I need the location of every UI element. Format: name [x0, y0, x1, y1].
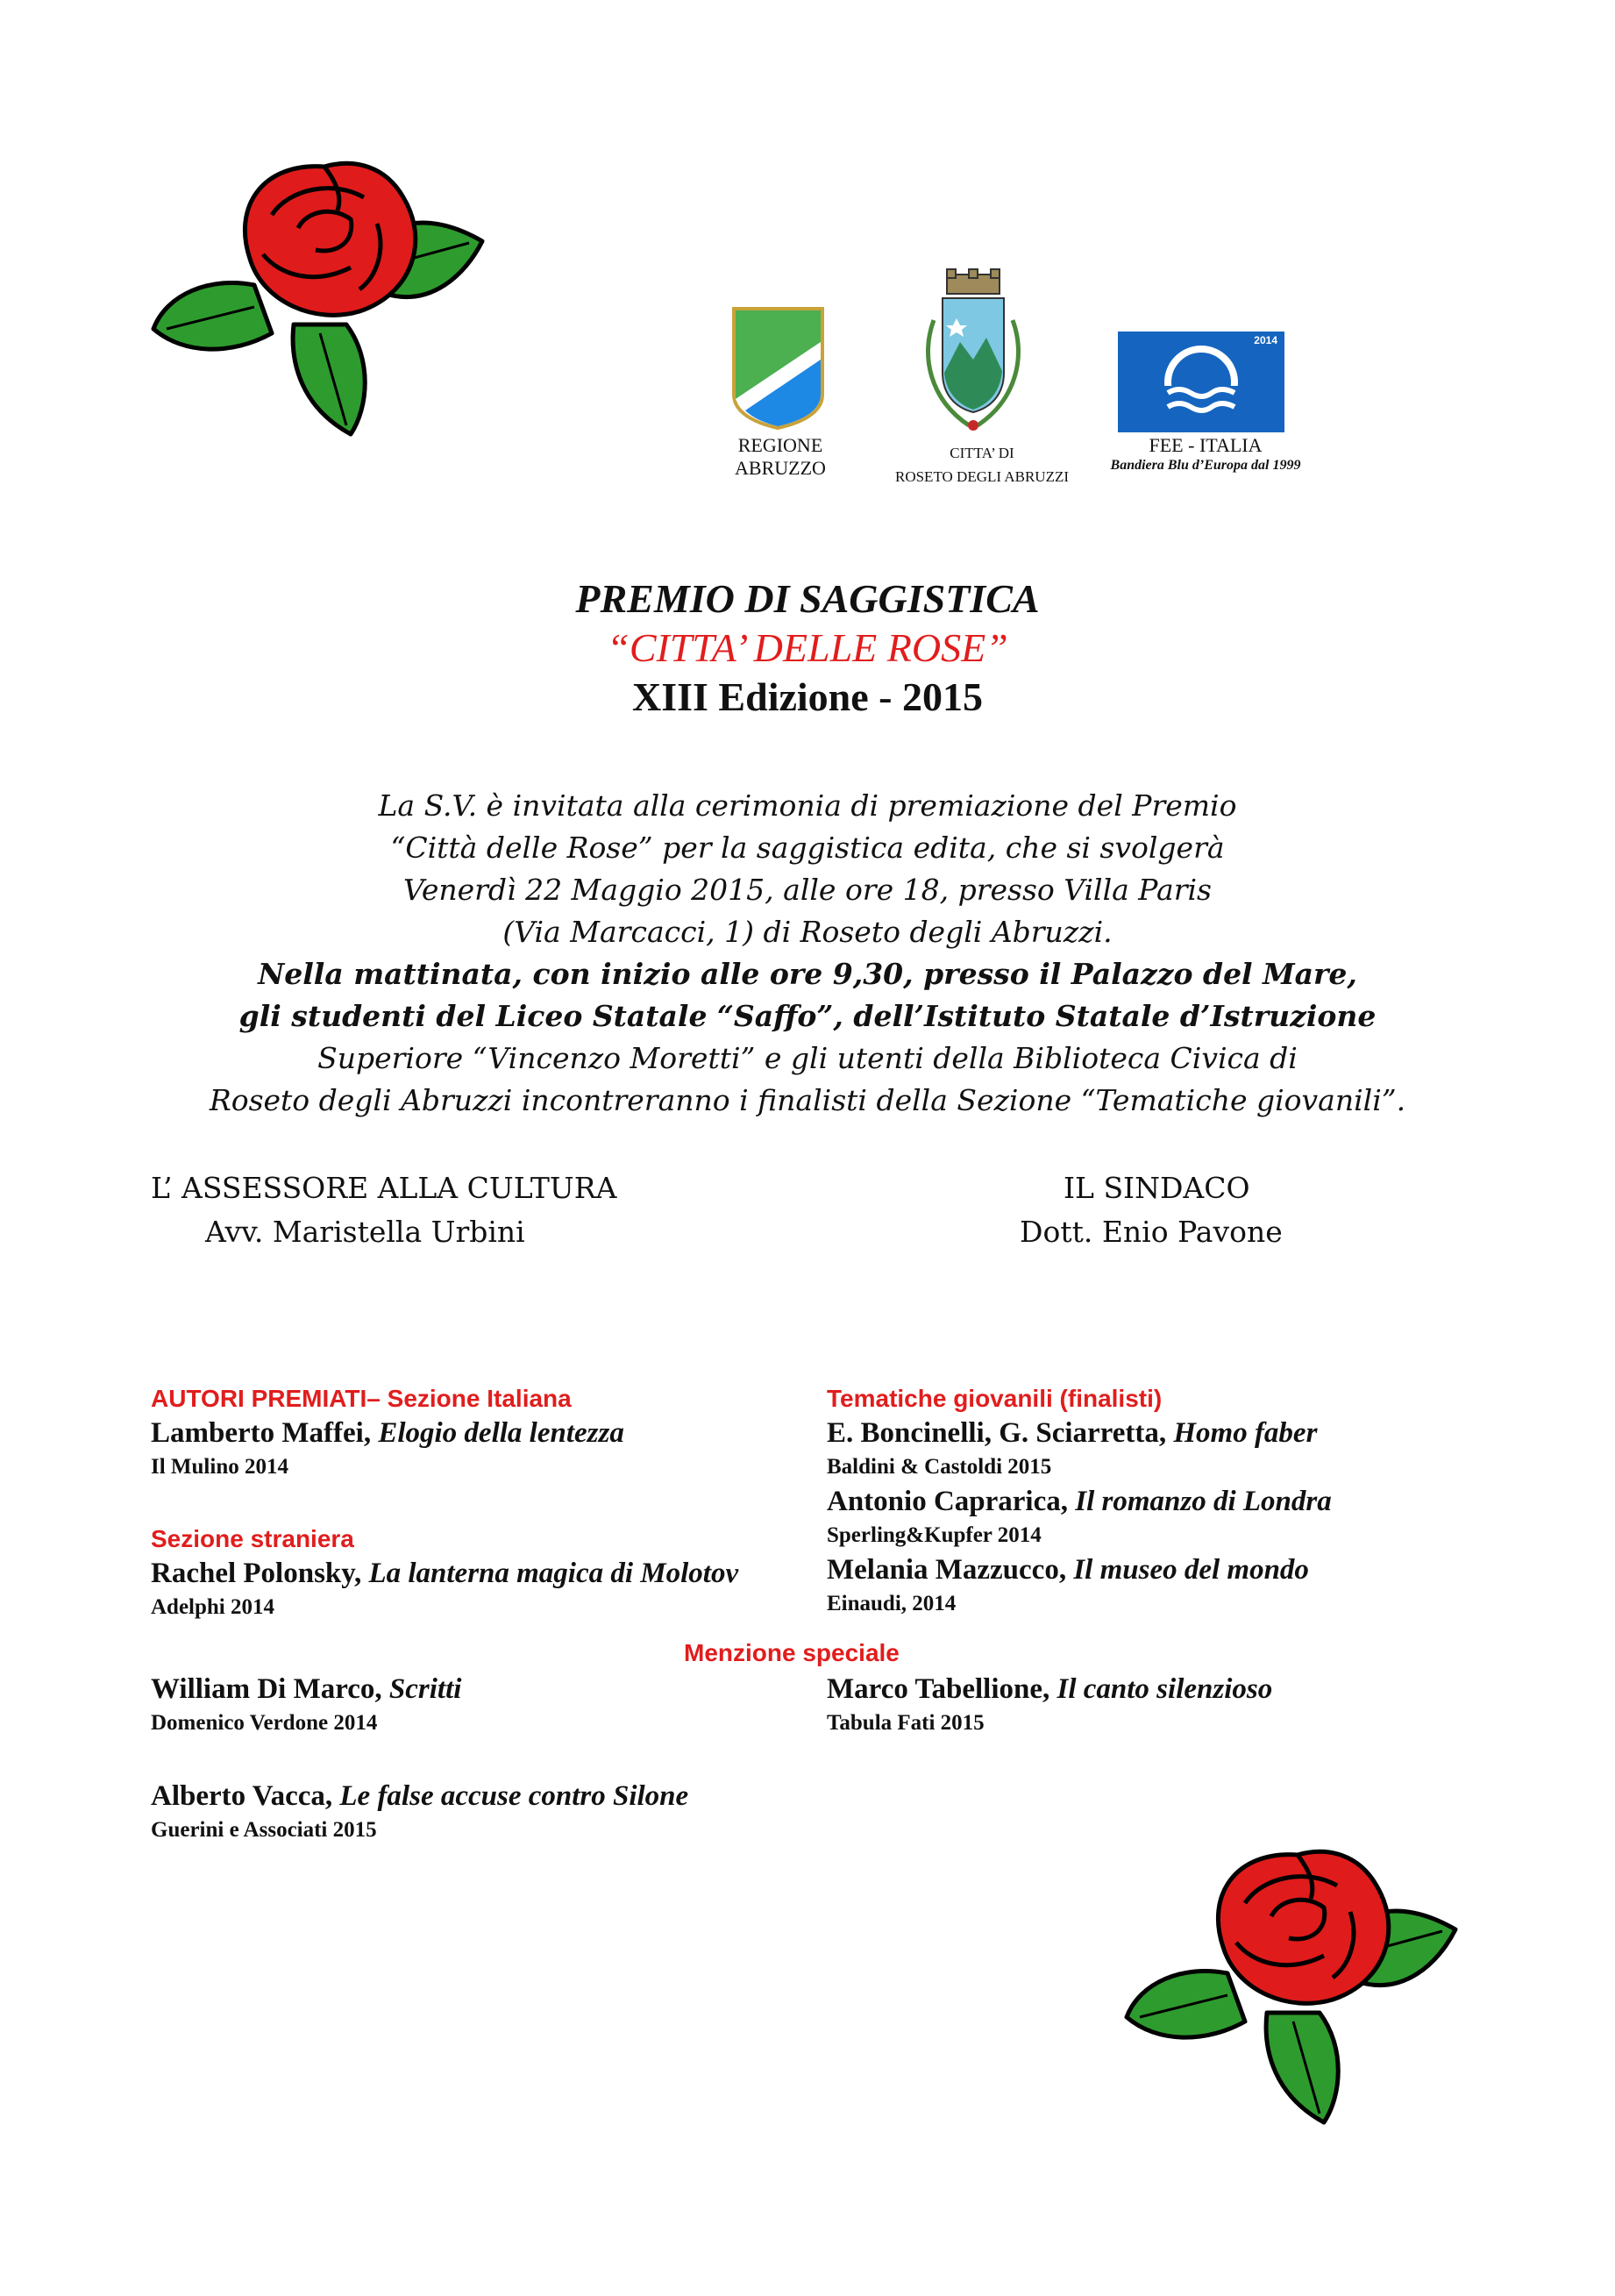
- awards-right-column: [827, 1383, 1528, 1620]
- section-heading-straniera: Sezione straniera: [151, 1525, 354, 1552]
- award-publisher: Sperling&Kupfer 2014: [827, 1523, 1042, 1547]
- section-heading-italiana: AUTORI PREMIATI– Sezione Italiana: [151, 1385, 572, 1412]
- award-entry: [151, 1778, 835, 1846]
- section-heading-menzione: Menzione speciale: [684, 1639, 900, 1666]
- sindaco-role: IL SINDACO: [1064, 1171, 1250, 1205]
- award-author: Antonio Caprarica,: [827, 1486, 1076, 1517]
- award-title: Il museo del mondo: [1073, 1554, 1309, 1586]
- award-publisher: Adelphi 2014: [151, 1595, 275, 1619]
- rose-illustration-top: [149, 145, 500, 443]
- award-entry: [827, 1551, 1528, 1620]
- award-author: Lamberto Maffei,: [151, 1417, 379, 1449]
- award-title: Homo faber: [1173, 1417, 1318, 1449]
- award-author: Melania Mazzucco,: [827, 1554, 1074, 1586]
- invitation-line: Roseto degli Abruzzi incontreranno i finalisti della Sezione “Tematiche giovanili”.: [209, 1083, 1406, 1117]
- menzione-right-column: [827, 1671, 1528, 1739]
- award-publisher: Einaudi, 2014: [827, 1592, 957, 1615]
- blue-flag-emblem-icon: [1157, 340, 1245, 428]
- regione-logo-caption: [701, 434, 859, 481]
- invitation-line: Venerdì 22 Maggio 2015, alle ore 18, presso Villa Paris: [403, 873, 1212, 907]
- award-author: Marco Tabellione,: [827, 1673, 1057, 1705]
- regione-caption-line2: ABRUZZO: [735, 457, 826, 480]
- fee-caption-line2: Bandiera Blu d’Europa dal 1999: [1110, 458, 1301, 474]
- award-entry: [151, 1555, 835, 1623]
- title-line-2: “CITTA’ DELLE ROSE”: [607, 625, 1008, 670]
- award-title: Il romanzo di Londra: [1075, 1486, 1332, 1517]
- invitation-line: gli studenti del Liceo Statale “Saffo”, dell’Istituto Statale d’Istruzione: [238, 999, 1377, 1033]
- award-entry: [827, 1415, 1528, 1483]
- citta-caption-line2: ROSETO DEGLI ABRUZZI: [894, 468, 1069, 485]
- award-publisher: Baldini & Castoldi 2015: [827, 1455, 1052, 1479]
- assessore-name: Avv. Maristella Urbini: [205, 1215, 525, 1249]
- rose-illustration-bottom: [1122, 1833, 1473, 2131]
- invitation-line: (Via Marcacci, 1) di Roseto degli Abruzzi.: [502, 915, 1113, 949]
- roseto-coat-of-arms-logo: [916, 267, 1030, 439]
- signature-right: [1020, 1166, 1283, 1254]
- assessore-role: L’ ASSESSORE ALLA CULTURA: [151, 1171, 617, 1205]
- award-title: Le false accuse contro Silone: [339, 1780, 689, 1812]
- award-publisher: Tabula Fati 2015: [827, 1711, 985, 1735]
- award-entry: [151, 1415, 835, 1483]
- signature-left: [151, 1166, 616, 1254]
- award-publisher: Guerini e Associati 2015: [151, 1818, 377, 1842]
- invitation-text: [0, 785, 1615, 1122]
- award-publisher: Il Mulino 2014: [151, 1455, 288, 1479]
- sindaco-name: Dott. Enio Pavone: [1020, 1215, 1283, 1249]
- invitation-line: “Città delle Rose” per la saggistica edita, che si svolgerà: [390, 831, 1225, 865]
- regione-abruzzo-logo: [732, 307, 824, 430]
- menzione-left-column: [151, 1671, 835, 1846]
- invitation-line: Nella mattinata, con inizio alle ore 9,30, presso il Palazzo del Mare,: [258, 957, 1357, 991]
- award-title: Scritti: [388, 1673, 462, 1705]
- award-publisher: Domenico Verdone 2014: [151, 1711, 378, 1735]
- award-title: Elogio della lentezza: [378, 1417, 624, 1449]
- award-author: E. Boncinelli, G. Sciarretta,: [827, 1417, 1174, 1449]
- award-author: Rachel Polonsky,: [151, 1558, 369, 1589]
- title-line-1: PREMIO DI SAGGISTICA: [575, 576, 1040, 621]
- invitation-line: La S.V. è invitata alla cerimonia di premiazione del Premio: [378, 788, 1237, 823]
- award-author: William Di Marco,: [151, 1673, 389, 1705]
- award-title: Il canto silenzioso: [1057, 1673, 1273, 1705]
- regione-caption-line1: REGIONE: [737, 434, 823, 456]
- title-block: [0, 574, 1615, 722]
- awards-left-column: [151, 1383, 835, 1623]
- invitation-line: Superiore “Vincenzo Moretti” e gli utenti della Biblioteca Civica di: [317, 1041, 1298, 1075]
- citta-logo-caption: [868, 441, 1096, 488]
- award-author: Alberto Vacca,: [151, 1780, 340, 1812]
- fee-logo-caption: [1087, 434, 1324, 474]
- award-entry: [151, 1671, 835, 1739]
- section-heading-giovanili: Tematiche giovanili (finalisti): [827, 1385, 1163, 1412]
- award-entry: [827, 1483, 1528, 1551]
- award-title: La lanterna magica di Molotov: [368, 1558, 739, 1589]
- title-line-3: XIII Edizione - 2015: [632, 674, 983, 719]
- blue-flag-logo: [1118, 332, 1284, 432]
- citta-caption-line1: CITTA’ DI: [950, 445, 1014, 461]
- blue-flag-year: 2014: [1254, 334, 1277, 346]
- fee-caption-line1: FEE - ITALIA: [1149, 434, 1263, 456]
- award-entry: [827, 1671, 1528, 1739]
